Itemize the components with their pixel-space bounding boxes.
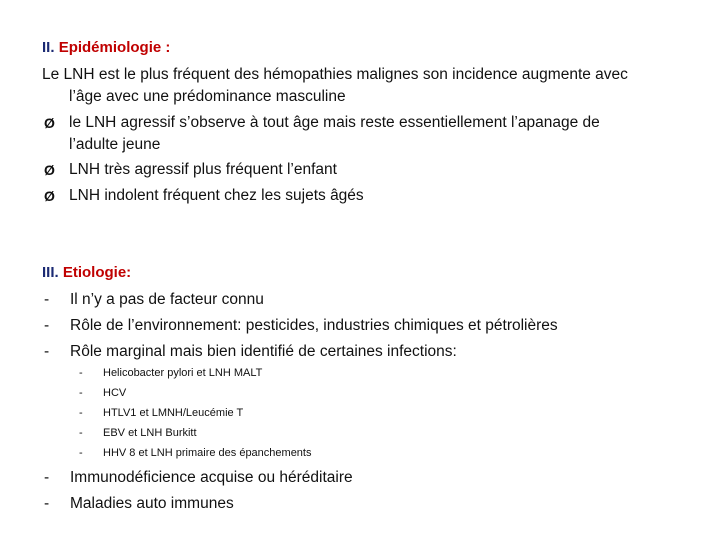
- sub-list-item: EBV et LNH Burkitt: [103, 427, 197, 439]
- bullet-text: le LNH agressif s’observe à tout âge mais reste essentiellement l’apanage de: [69, 114, 600, 131]
- section-title: Epidémiologie :: [58, 39, 171, 56]
- sub-dash-bullet: -: [79, 447, 83, 459]
- intro-line-2: l’âge avec une prédominance masculine: [69, 88, 346, 105]
- section-heading-etiologie: [42, 263, 131, 283]
- list-item: Il n’y a pas de facteur connu: [70, 291, 264, 308]
- list-item: Maladies auto immunes: [70, 495, 234, 512]
- list-item: Rôle marginal mais bien identifié de certaines infections:: [70, 343, 457, 360]
- list-item: Immunodéficience acquise ou héréditaire: [70, 469, 353, 486]
- dash-bullet: -: [44, 469, 50, 486]
- sub-dash-bullet: -: [79, 387, 83, 399]
- arrow-bullet-icon: Ø: [44, 162, 55, 178]
- section-heading-epidemiologie: [42, 38, 170, 58]
- section-number: III.: [42, 264, 59, 281]
- bullet-text: LNH indolent fréquent chez les sujets âgés: [69, 187, 364, 204]
- sub-dash-bullet: -: [79, 427, 83, 439]
- dash-bullet: -: [44, 291, 50, 308]
- sub-list-item: HCV: [103, 387, 127, 399]
- dash-bullet: -: [44, 317, 50, 334]
- section-title: Etiologie:: [62, 264, 132, 281]
- dash-bullet: -: [44, 343, 50, 360]
- dash-bullet: -: [44, 495, 50, 512]
- arrow-bullet-icon: Ø: [44, 115, 55, 131]
- sub-list-item: HTLV1 et LMNH/Leucémie T: [103, 407, 244, 419]
- sub-list-item: HHV 8 et LNH primaire des épanchements: [103, 447, 312, 459]
- intro-line-1: Le LNH est le plus fréquent des hémopathies malignes son incidence augmente avec: [42, 66, 628, 83]
- list-item: Rôle de l’environnement: pesticides, industries chimiques et pétrolières: [70, 317, 558, 334]
- sub-dash-bullet: -: [79, 367, 83, 379]
- sub-list-item: Helicobacter pylori et LNH MALT: [103, 367, 263, 379]
- arrow-bullet-icon: Ø: [44, 188, 55, 204]
- section-number: II.: [42, 39, 55, 56]
- sub-dash-bullet: -: [79, 407, 83, 419]
- bullet-text-continued: l’adulte jeune: [69, 136, 161, 153]
- bullet-text: LNH très agressif plus fréquent l’enfant: [69, 161, 337, 178]
